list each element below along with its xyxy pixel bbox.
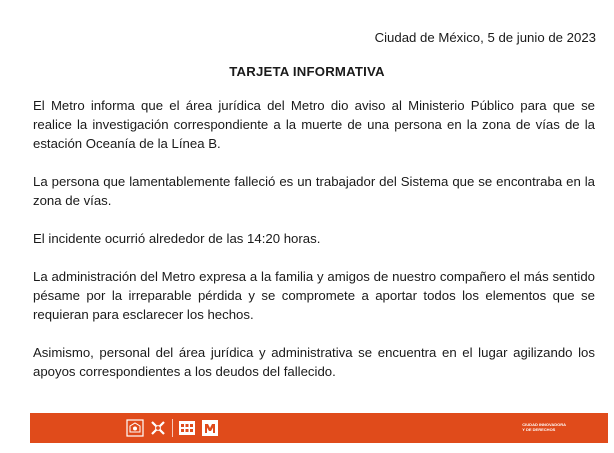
movilidad-integrada-logo: [178, 419, 196, 437]
paragraph-2: La persona que lamentablemente falleció es un trabajador del Sistema que se encontraba en la zona de vías.: [33, 174, 595, 208]
paragraph-5: Asimismo, personal del área jurídica y administrativa se encuentra en el lugar agilizando los apoyos correspondientes a los deudos del fallecido.: [33, 345, 595, 379]
date-line: Ciudad de México, 5 de junio de 2023: [374, 30, 596, 45]
slogan-line-1: CIUDAD INNOVADORA: [522, 422, 566, 427]
slogan-line-2: Y DE DERECHOS: [522, 427, 556, 432]
paragraph-3: El incidente ocurrió alrededor de las 14:20 horas.: [33, 231, 321, 246]
document-title: TARJETA INFORMATIVA: [229, 64, 385, 79]
footer-logos: [126, 419, 219, 437]
logo-divider: [172, 419, 173, 437]
metro-logo: [201, 419, 219, 437]
cdmx-coat-of-arms-logo: [126, 419, 144, 437]
paragraph-4: La administración del Metro expresa a la familia y amigos de nuestro compañero el más sentido pésame por la irreparable pérdida y se compromete a aportar todos los elementos que se requieran para esclarecer los hechos.: [33, 269, 595, 322]
document-body: [33, 96, 595, 400]
cdmx-government-logo: [149, 419, 167, 437]
footer-slogan: [522, 422, 566, 432]
footer-band: [30, 413, 608, 443]
paragraph-1: El Metro informa que el área jurídica del Metro dio aviso al Ministerio Público para que se realice la investigación correspondiente a la muerte de una persona en la zona de vías de la estación Oceanía de la Línea B.: [33, 98, 595, 151]
